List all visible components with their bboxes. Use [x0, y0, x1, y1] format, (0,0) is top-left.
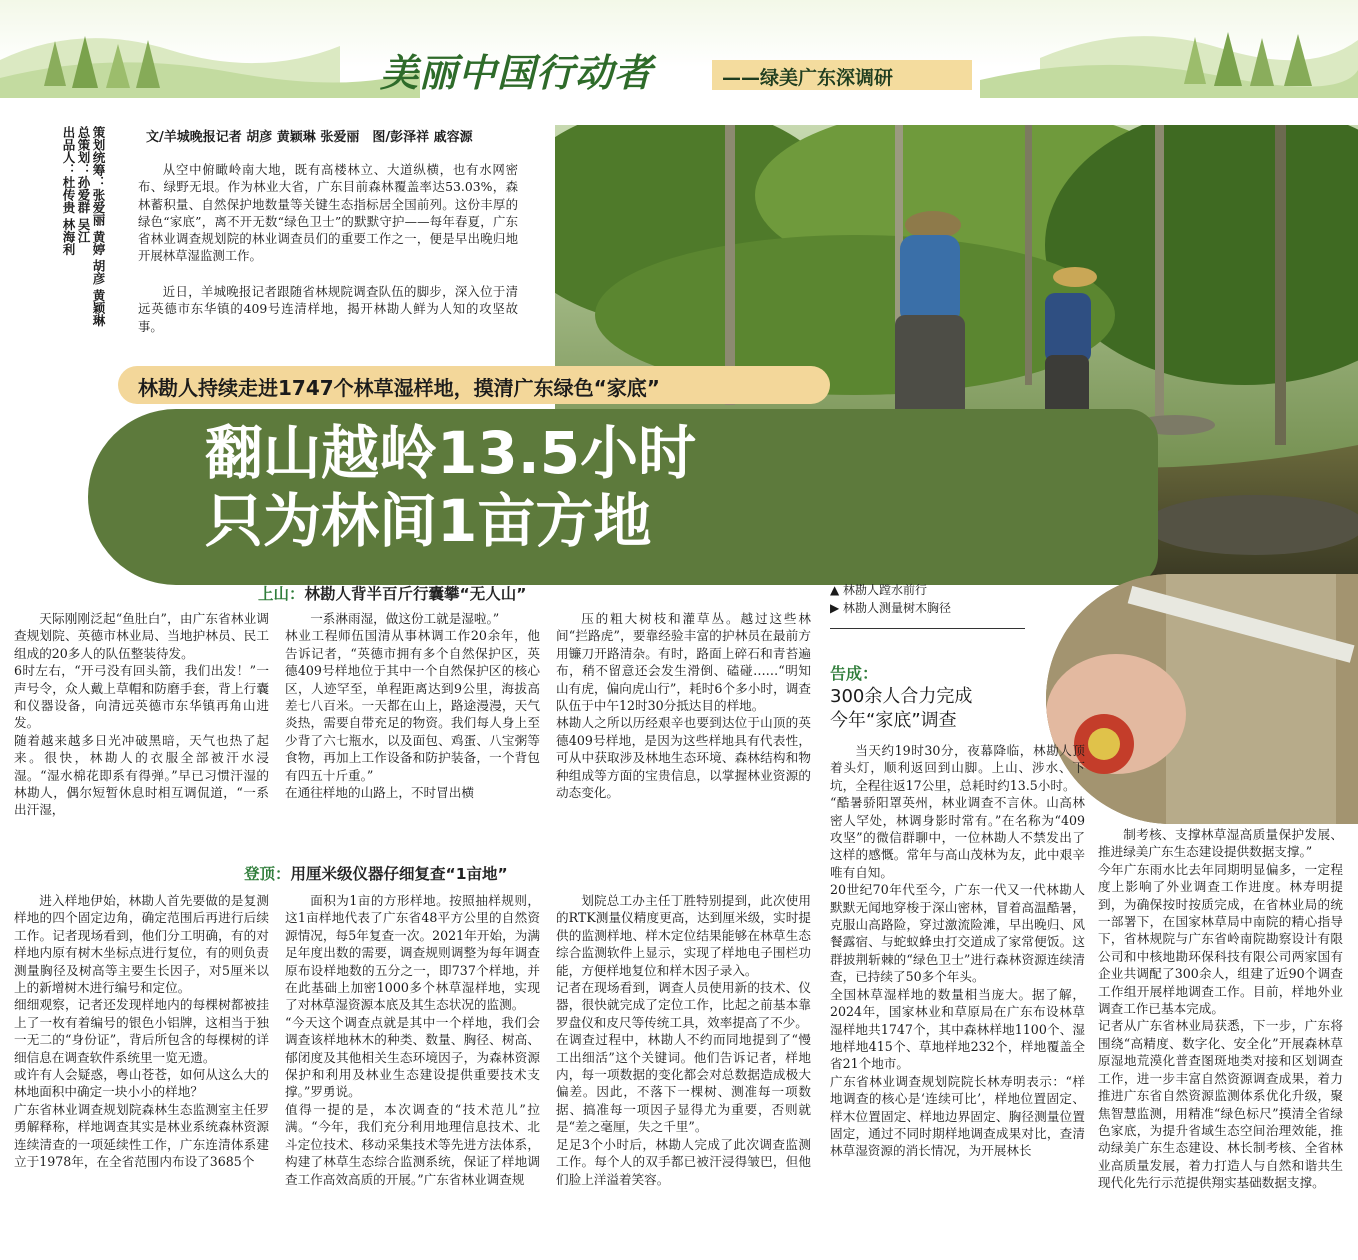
section-2-kicker: 登顶： [244, 865, 291, 883]
section-2-title [244, 862, 508, 884]
tree-trunk-illustration [1046, 574, 1358, 824]
section-1-heading: 林勘人背半百斤行囊攀“无人山” [304, 585, 527, 603]
headline-line-1: 翻山越岭13.5小时 [205, 419, 697, 487]
section-1-column-1: 天际刚刚泛起“鱼肚白”，由广东省林业调查规划院、英德市林业局、当地护林员、民工组成的20多人的队伍整装待发。 6时左右，“开弓没有回头箭，我们出发！”一声号令，众人戴上草帽和防磨手套，背上行囊和仪器设备，向清远英德市东华镇再角山进发。 随着越来越多日光冲破黑暗，天气也热了起来。很快，林勘人的衣服全部被汗水浸湿。“湿水棉花即系有得弹。”早已习惯汗湿的林勘人，偶尔短暂休息时相互调侃道，“一系出汗湿， [14, 611, 269, 818]
section-2-heading: 用厘米级仪器仔细复查“1亩地” [290, 865, 508, 883]
section-1-column-3: 压的粗大树枝和灌草丛。越过这些林间“拦路虎”，要靠经验丰富的护林员在最前方用镰刀开路清杂。有时，路面上碎石和青苔遍布，稍不留意还会发生滑倒、磕碰……“明知山有虎，偏向虎山行”，耗时6个多小时，调查队伍于中午12时30分抵达目的样地。 林勘人之所以历经艰辛也要到达位于山顶的英德409号样地，是因为这些样地具有代表性，可从中获取涉及林地生态环境、森林结构和物种组成等方面的宝贵信息，以掌握林业资源的动态变化。 [556, 611, 811, 801]
intro-paragraph-1: 从空中俯瞰岭南大地，既有高楼林立、大道纵横，也有水网密布、绿野无垠。作为林业大省，广东目前森林覆盖率达53.03%，森林蓄积量、自然保护地数量等关键生态指标居全国前列。这份丰厚的绿色“家底”，离不开无数“绿色卫士”的默默守护——每年春夏，广东省林业调查规划院的林业调查员们的重要工作之一，便是早出晚归地开展林草湿监测工作。 [138, 162, 518, 264]
banner-title: 美丽中国行动者 [380, 51, 654, 95]
pine-trees-left [40, 36, 170, 96]
measuring-tree-photo [1046, 574, 1358, 824]
caption-divider [830, 628, 1025, 629]
pine-trees-right [1180, 32, 1330, 92]
editorial-credits: 策划统筹：张爱丽 黄婷 胡彦 黄颖琳 总策划：孙爱群 吴江 出品人：杜传贵 林海利 [61, 126, 106, 327]
masthead-banner [0, 0, 1358, 122]
banner-subtitle: ——绿美广东深调研 [722, 67, 894, 89]
section-2-column-3: 划院总工办主任丁胜特别提到，此次使用的RTK测量仪精度更高，达到厘米级，实时提供的监测样地、样木定位结果能够在林草生态综合监测软件上显示，实现了样地电子围栏功能，方便样地复位和样木因子录入。 记者在现场看到，调查人员使用新的技术、仪器，很快就完成了定位工作，比起之前基本靠罗盘仪和皮尺等传统工具，效率提高了不少。 在调查过程中，林勘人不约而同地提到了“慢工出细活”这个关键词。他们告诉记者，样地内，每一项数据的变化都会对总数据造成极大偏差。因此，不落下一棵树、测准每一项数据、搞准每一项因子显得尤为重要，否则就是“差之毫厘，失之千里”。 足足3个小时后，林勘人完成了此次调查监测工作。每个人的双手都已被汗浸得皱巴，但他们脸上洋溢着笑容。 [556, 893, 811, 1187]
section-3-title-line-1: 300余人合力完成 [830, 686, 973, 707]
section-2-column-2: 面积为1亩的方形样地。按照抽样规则，这1亩样地代表了广东省48平方公里的自然资源情况，每5年复查一次。2021年开始，为满足年度出数的需要，调查规则调整为每年调查原布设样地数的五分之一，即737个样地，并在此基础上加密1000多个林草湿样地，实现了对林草湿资源本底及其生态状况的监测。 “今天这个调查点就是其中一个样地，我们会调查该样地林木的种类、数量、胸径、树高、郁闭度及其他相关生态环境因子，为森林资源保护和利用及林业生态建设提供重要技术支撑。”罗勇说。 值得一提的是，本次调查的“技术范儿”拉满。“今年，我们充分利用地理信息技术、北斗定位技术、移动采集技术等先进方法体系，构建了林草生态综合监测系统，保证了样地调查工作高效高质的开展。”广东省林业调查规 [285, 893, 540, 1187]
section-3-kicker: 告成： [830, 664, 879, 683]
kicker-text: 林勘人持续走进1747个林草湿样地，摸清广东绿色“家底” [138, 376, 660, 400]
caption-measuring: ▶ 林勘人测量树木胸径 [830, 601, 952, 615]
section-3-column-2: 制考核、支撑林草湿高质量保护发展、推进绿美广东生态建设提供数据支撑。” 今年广东雨水比去年同期明显偏多，一定程度上影响了外业调查工作进度。林寿明提到，为确保按时按质完成，在省林业局的统一部署下，在国家林草局中南院的精心指导下，省林规院与广东省岭南院勘察设计有限公司和中核地勘环保科技有限公司两家国有企业共调配了300余人，组建了近90个调查工作组开展样地调查工作。目前，样地外业调查工作已基本完成。 记者从广东省林业局获悉，下一步，广东将围绕“高精度、数字化、安全化”开展森林草原湿地荒漠化普查图斑地类对接和区划调查工作，进一步丰富自然资源调查成果，着力推进广东省自然资源监测体系优化升级，聚焦智慧监测，用精准“绿色标尺”摸清全省绿色家底，为提升省域生态空间治理效能，推动绿美广东生态建设、林长制考核、全省林业高质量发展，着力打造人与自然和谐共生现代化先行示范提供翔实基础数据支撑。 [1098, 827, 1343, 1191]
section-3-title-line-2: 今年“家底”调查 [830, 710, 957, 731]
section-1-title [258, 582, 526, 604]
mountain-decoration [0, 0, 1358, 122]
section-2-column-1: 进入样地伊始，林勘人首先要做的是复测样地的四个固定边角，确定范围后再进行后续工作。记者现场看到，他们分工明确，有的对样地内原有树木坐标点进行复位，有的则负责测量胸径及树高等主要生长因子，对5厘米以上的新增树木进行编号和定位。 细细观察，记者还发现样地内的每棵树都被挂上了一枚有着编号的银色小铝牌，这相当于独一无二的“身份证”，背后所包含的每棵树的详细信息在调查软件系统里一览无遗。 或许有人会疑惑，粤山苍苍，如何从这么大的林地面积中确定一块小小的样地？ 广东省林业调查规划院森林生态监测室主任罗勇解释称，样地调查其实是林业系统森林资源连续清查的一项延续性工作，广东连清体系建立于1978年，在全省范围内布设了3685个 [14, 893, 269, 1170]
section-3-column-1: 当天约19时30分，夜幕降临，林勘人顶着头灯，顺利返回到山脚。上山、涉水、下坑，全程往返17公里，总耗时约13.5小时。 “酷暑骄阳罩英州，林业调查不言休。山高林密人罕处，林调身影时常有。”在名称为“409攻坚”的微信群聊中，一位林勘人不禁发出了这样的感慨。常年与高山茂林为友，此中艰辛唯有自知。 20世纪70年代至今，广东一代又一代林勘人默默无闻地穿梭于深山密林，冒着高温酷暑，克服山高路险，穿过激流险滩，早出晚归、风餐露宿、与蛇蚁蜂虫打交道成了家常便饭。这群披荆斩棘的“绿色卫士”进行森林资源连续清查，已持续了50多个年头。 全国林草湿样地的数量相当庞大。据了解，2024年，国家林业和草原局在广东布设林草湿样地共1747个，其中森林样地1100个、湿地样地415个、草地样地232个，样地覆盖全省21个地市。 广东省林业调查规划院院长林寿明表示：“样地调查的核心是‘连续可比’，样地位置固定、样木位置固定、样地边界固定、胸径测量位置固定，通过不同时期样地调查成果对比，查清林草湿资源的消长情况，为开展林长 [830, 743, 1085, 1159]
section-1-column-2: 一系淋雨湿，做这份工就是湿啦。” 林业工程师伍国清从事林调工作20余年，他告诉记者，“英德市拥有多个自然保护区，英德409号样地位于其中一个自然保护区的核心区，人迹罕至，单程距离达到9公里，海拔高差七八百米。一天都在山上，路途漫漫，天气炎热，需要自带充足的物资。我们每人身上至少背了六七瓶水，以及面包、鸡蛋、八宝粥等食物，再加上工作设备和防护装备，一个背包有四五十斤重。” 在通往样地的山路上，不时冒出横 [285, 611, 540, 801]
section-1-kicker: 上山： [258, 585, 305, 603]
caption-wading: ▲ 林勘人蹚水前行 [830, 583, 928, 597]
byline: 文/羊城晚报记者 胡彦 黄颖琳 张爱丽 图/彭泽祥 戚容源 [146, 130, 473, 145]
intro-paragraph-2: 近日，羊城晚报记者跟随省林规院调查队伍的脚步，深入位于清远英德市东华镇的409号连清样地，揭开林勘人鲜为人知的攻坚故事。 [138, 284, 518, 334]
headline-line-2: 只为林间1亩方地 [205, 487, 652, 555]
